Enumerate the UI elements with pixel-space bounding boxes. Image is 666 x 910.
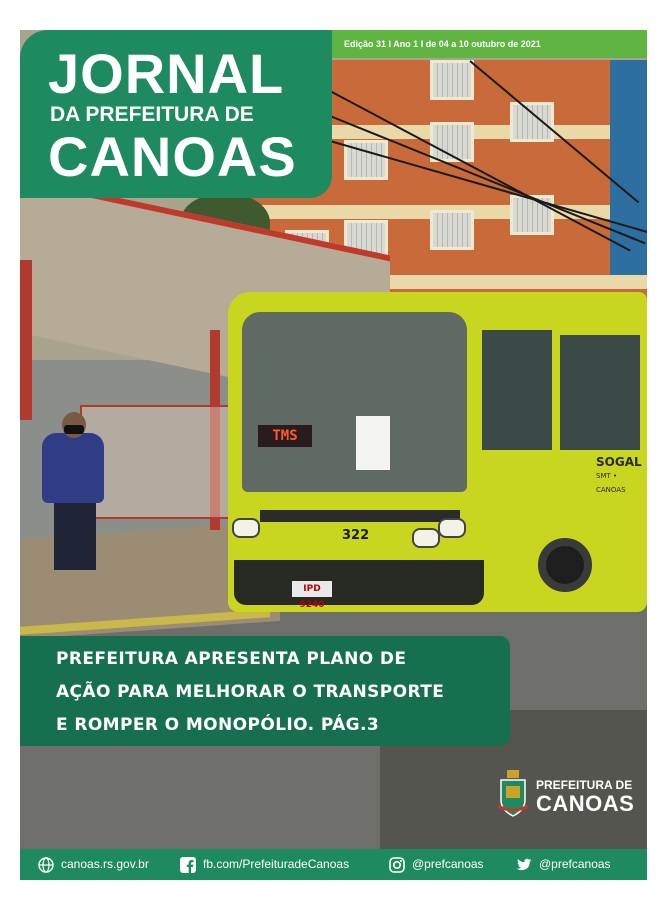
footer-facebook-text: fb.com/PrefeituradeCanoas — [203, 857, 350, 871]
building-window — [510, 102, 554, 142]
headline-line: E ROMPER O MONOPÓLIO. PÁG.3 — [56, 715, 380, 735]
bus-headlight — [232, 518, 260, 538]
bus-windshield-sign — [356, 416, 390, 470]
footer-bar — [20, 849, 647, 880]
bus-brand-name: SOGAL — [596, 455, 642, 469]
bus-brand-sub: SMT • CANOAS — [596, 472, 626, 494]
footer-instagram-text: @prefcanoas — [412, 857, 484, 871]
bus-license-plate: IPD 9240 — [292, 581, 332, 597]
coat-of-arms-icon — [498, 770, 528, 818]
masthead-city: CANOAS — [48, 125, 297, 188]
building-window — [510, 195, 554, 235]
twitter-icon — [516, 857, 532, 873]
person-mask — [64, 425, 84, 434]
bus-headlight — [438, 518, 466, 538]
bus-brand — [596, 455, 647, 497]
person-body — [42, 433, 104, 503]
instagram-icon — [389, 857, 405, 873]
footer-twitter[interactable] — [516, 849, 611, 880]
footer-instagram[interactable] — [389, 849, 484, 880]
bus-headlight — [412, 528, 440, 548]
footer-facebook[interactable] — [180, 849, 349, 880]
masthead-title: JORNAL — [48, 42, 285, 105]
facebook-icon — [180, 857, 196, 873]
bus-grille — [260, 510, 460, 522]
prefeitura-logo — [498, 770, 638, 822]
footer-twitter-text: @prefcanoas — [539, 857, 611, 871]
bus-side-window — [482, 330, 552, 450]
logo-text-city: CANOAS — [536, 791, 635, 816]
bus-destination-display: TMS — [258, 425, 312, 447]
globe-icon — [38, 857, 54, 873]
bus-shelter-post — [20, 260, 32, 420]
building-window — [430, 60, 474, 100]
bus-windshield — [242, 312, 467, 492]
building-window — [430, 210, 474, 250]
edition-info: Edição 31 I Ano 1 I de 04 a 10 outubro de 2021 — [332, 30, 647, 58]
headline-line: PREFEITURA APRESENTA PLANO DE — [56, 649, 407, 669]
bus-side-window — [560, 335, 640, 450]
bus-bumper — [234, 560, 484, 605]
bus-number: 322 — [342, 528, 370, 543]
headline-line: AÇÃO PARA MELHORAR O TRANSPORTE — [56, 682, 445, 702]
logo-text-top: PREFEITURA DE — [536, 778, 633, 792]
masthead-subtitle: DA PREFEITURA DE — [50, 103, 254, 126]
bus-wheel — [538, 538, 592, 592]
person-legs — [54, 500, 96, 570]
footer-website[interactable] — [38, 849, 149, 880]
masthead — [20, 30, 332, 198]
footer-website-text: canoas.rs.gov.br — [61, 857, 149, 871]
headline-box[interactable] — [20, 636, 510, 746]
